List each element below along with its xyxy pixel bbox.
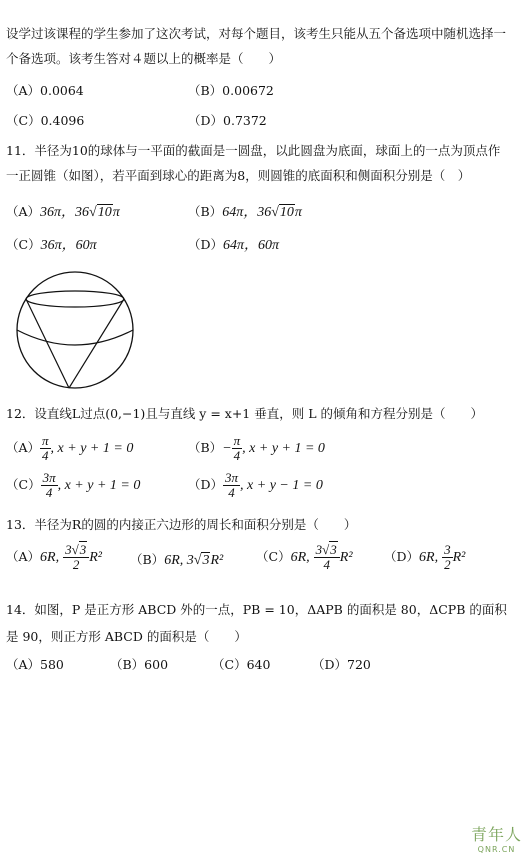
option-math: π	[294, 205, 302, 220]
option-math: 36π，36	[40, 205, 90, 220]
option-label: （D）	[188, 237, 224, 252]
fraction	[442, 543, 453, 572]
denominator: 4	[42, 448, 49, 463]
fraction	[40, 434, 51, 463]
q11-text-line1: 11．半径为10的球体与一平面的截面是一圆盘，以此圆盘为底面，球面上的一点为顶点作	[6, 143, 501, 158]
numerator: 3√3	[63, 543, 89, 558]
q12-option-a	[6, 434, 133, 463]
option-math: 6R,	[40, 550, 60, 565]
option-label: （B）	[130, 552, 165, 567]
watermark-url: QNR.CN	[477, 845, 516, 854]
minus-sign: −	[222, 441, 232, 456]
q13-text: 13．半径为R的圆的内接正六边形的周长和面积分别是（ ）	[6, 517, 357, 532]
option-math: , x + y + 1 = 0	[242, 441, 325, 456]
option-label: （D）	[188, 477, 224, 492]
option-math: , x + y + 1 = 0	[57, 478, 141, 493]
fraction	[314, 543, 340, 572]
coefficient: 3	[315, 542, 323, 557]
q11-option-a	[6, 201, 120, 221]
option-label: （A）	[6, 440, 41, 455]
option-math: π	[112, 205, 120, 220]
option-math: , x + y + 1 = 0	[50, 441, 134, 456]
watermark-text: 青年人	[470, 825, 522, 844]
denominator: 4	[228, 485, 235, 500]
q14-option-d: （D）720	[312, 657, 371, 672]
option-label: （B）	[188, 440, 223, 455]
numerator: 3π	[225, 470, 239, 485]
option-label: （D）	[384, 549, 420, 564]
option-label: （C）	[6, 237, 41, 252]
option-label: （C）	[6, 477, 41, 492]
sqrt-sign: √	[89, 205, 97, 220]
radicand: 3	[79, 542, 87, 557]
option-label: （B）	[188, 204, 223, 219]
option-math: , x + y − 1 = 0	[240, 478, 323, 493]
radicand: 10	[279, 205, 294, 220]
denominator: 2	[72, 557, 80, 572]
q14-text-line1: 14．如图，P 是正方形 ABCD 外的一点，PB = 10，ΔAPB 的面积是 80，ΔCPB 的面积	[6, 602, 507, 617]
fraction	[223, 471, 240, 500]
denominator: 4	[45, 485, 53, 500]
coefficient: 3	[65, 542, 72, 557]
q10-text-line2: 个备选项。该考生答对４题以上的概率是（ ）	[6, 51, 282, 66]
sphere-cone-figure	[10, 268, 140, 392]
option-math: 6R, 3	[164, 553, 194, 568]
radicand: 3	[330, 542, 337, 557]
q13-option-a	[6, 543, 102, 572]
q10-text-line1: 设学过该课程的学生参加了这次考试，对每个题目，该考生只能从五个备选项中随机选择一	[6, 26, 507, 41]
q12-option-c	[6, 471, 140, 500]
option-math: R²	[452, 550, 466, 565]
q11-option-c	[6, 234, 97, 254]
option-math: 6R,	[419, 550, 439, 565]
q11-option-b	[188, 201, 302, 221]
option-math: 6R,	[290, 550, 310, 565]
radicand: 10	[97, 205, 112, 220]
q14-text-line2: 是 90，则正方形 ABCD 的面积是（ ）	[6, 629, 247, 644]
option-math: R²	[89, 550, 102, 565]
option-math: 64π，36	[222, 205, 272, 220]
q14-option-a: （A）580	[6, 657, 64, 672]
q13-option-c	[256, 543, 353, 572]
option-math: 64π，60π	[223, 238, 280, 253]
sqrt-sign: √	[271, 205, 279, 220]
q12-option-d	[188, 471, 323, 500]
sphere-outline	[17, 272, 133, 388]
q10-option-c: （C）0.4096	[6, 113, 85, 128]
q12-text: 12．设直线L过点(0,−1)且与直线 y = x+1 垂直，则 L 的倾角和方程分别是（ ）	[6, 406, 483, 421]
q14-option-c: （C）640	[212, 657, 271, 672]
numerator: π	[42, 433, 49, 448]
q10-option-d: （D）0.7372	[188, 113, 267, 128]
denominator: 4	[323, 557, 330, 572]
cone-side-left	[26, 299, 69, 388]
equator-curve	[17, 330, 133, 345]
option-label: （C）	[256, 549, 291, 564]
denominator: 2	[444, 557, 451, 572]
option-math: R²	[210, 553, 224, 568]
denominator: 4	[233, 448, 241, 463]
radicand: 3	[202, 553, 210, 568]
option-math: 36π，60π	[40, 238, 97, 253]
q11-text-line2: 一正圆锥（如图），若平面到球心的距离为8，则圆锥的底面积和侧面积分别是（ ）	[6, 168, 471, 183]
q13-option-d	[384, 543, 465, 572]
q12-option-b	[188, 434, 325, 463]
q10-option-a: （A）0.0064	[6, 83, 84, 98]
watermark-logo	[471, 822, 522, 854]
numerator: 3π	[42, 470, 56, 485]
sqrt-sign: √	[193, 553, 202, 568]
fraction	[41, 471, 58, 500]
option-label: （A）	[6, 204, 41, 219]
q11-option-d	[188, 234, 279, 254]
q10-option-b: （B）0.00672	[188, 83, 274, 98]
numerator: π	[233, 433, 241, 448]
numerator: 3	[444, 542, 451, 557]
cross-section-ellipse	[26, 291, 124, 307]
q14-option-b: （B）600	[110, 657, 169, 672]
option-label: （A）	[6, 549, 41, 564]
fraction	[63, 543, 89, 572]
numerator: 3√3	[314, 543, 340, 558]
q13-option-b	[130, 550, 223, 569]
option-math: R²	[339, 550, 353, 565]
fraction	[232, 434, 243, 463]
